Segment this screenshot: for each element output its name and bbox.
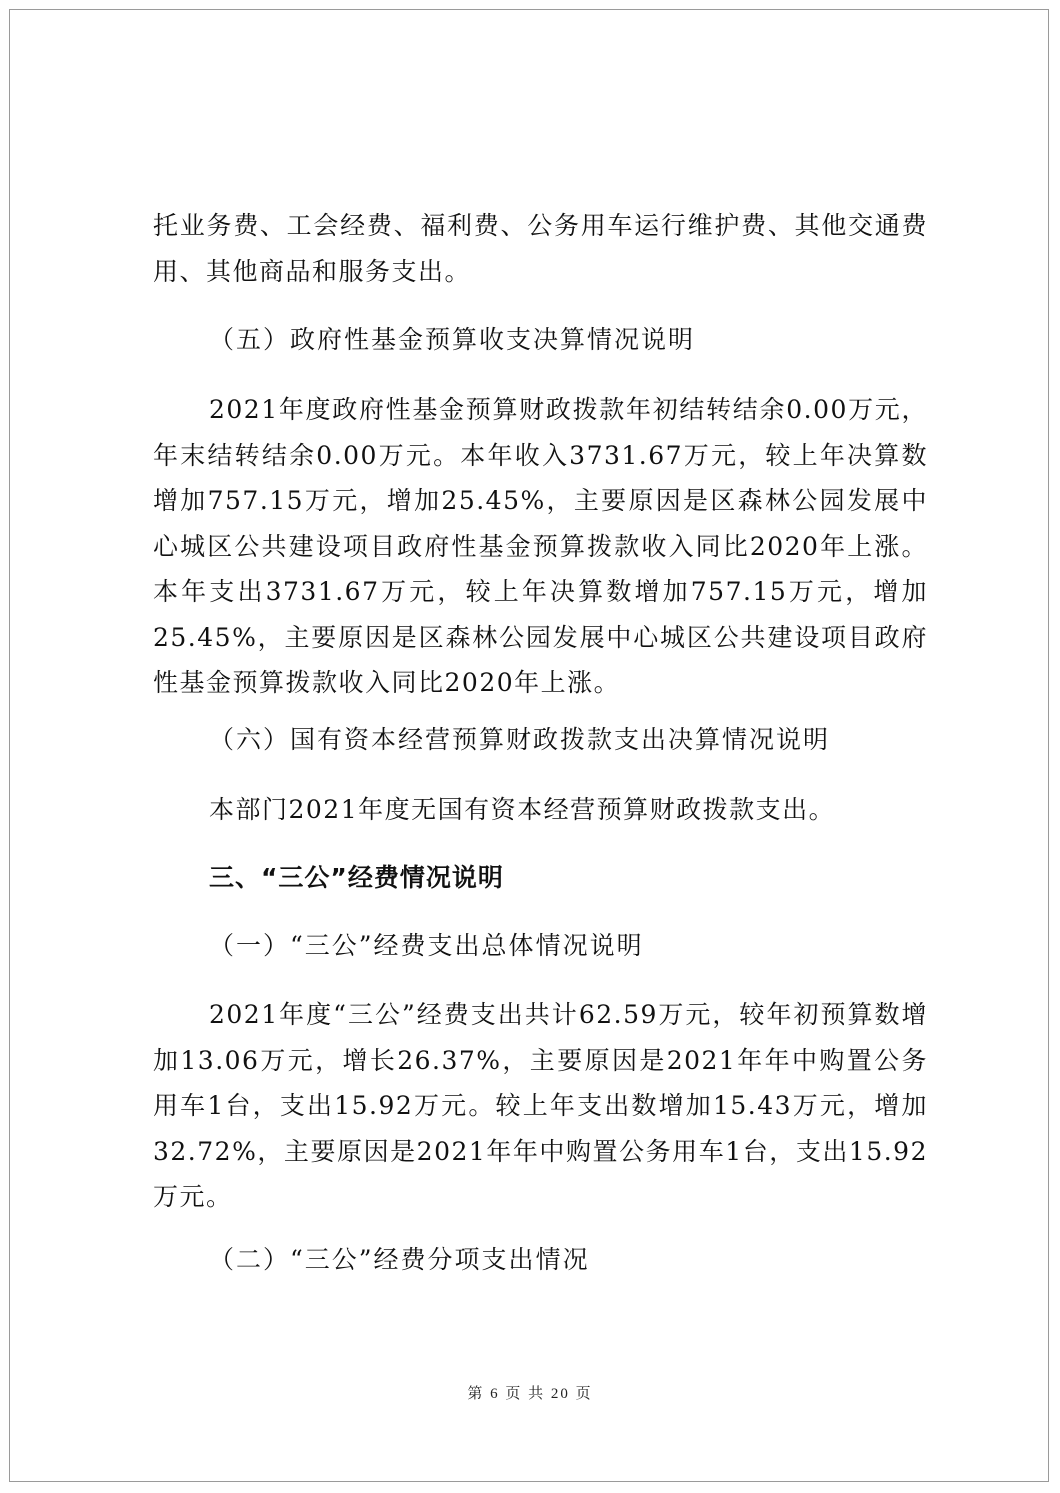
paragraph-state-capital-budget: 本部门2021年度无国有资本经营预算财政拨款支出。: [209, 795, 836, 824]
heading-three-public-items: （二）“三公”经费分项支出情况: [209, 1245, 590, 1274]
paragraph-gov-fund-budget: 2021年度政府性基金预算财政拨款年初结转结余0.00万元，年末结转结余0.00万元。本年收入3731.67万元，较上年决算数增加757.15万元，增加25.45%，主要原因是区森林公园发展中心城区公共建设项目政府性基金预算拨款收入同比2020年上涨。本年支出3731.67万元，较上年决算数增加757.15万元，增加25.45%，主要原因是区森林公园发展中心城区公共建设项目政府性基金预算拨款收入同比2020年上涨。: [153, 395, 928, 697]
page-number-footer: 第 6 页 共 20 页: [467, 1386, 593, 1402]
heading-three-public-expenses: 三、“三公”经费情况说明: [209, 863, 504, 892]
heading-three-public-total: （一）“三公”经费支出总体情况说明: [209, 931, 644, 960]
heading-state-capital-budget: （六）国有资本经营预算财政拨款支出决算情况说明: [209, 725, 831, 754]
paragraph-three-public-total: 2021年度“三公”经费支出共计62.59万元，较年初预算数增加13.06万元，增长26.37%，主要原因是2021年年中购置公务用车1台，支出15.92万元。较上年支出数增加15.43万元，增加32.72%，主要原因是2021年年中购置公务用车1台，支出15.92万元。: [153, 1000, 928, 1211]
paragraph-expense-items: 托业务费、工会经费、福利费、公务用车运行维护费、其他交通费用、其他商品和服务支出。: [153, 211, 928, 286]
page: [9, 9, 1049, 1482]
heading-gov-fund-budget: （五）政府性基金预算收支决算情况说明: [209, 325, 696, 354]
